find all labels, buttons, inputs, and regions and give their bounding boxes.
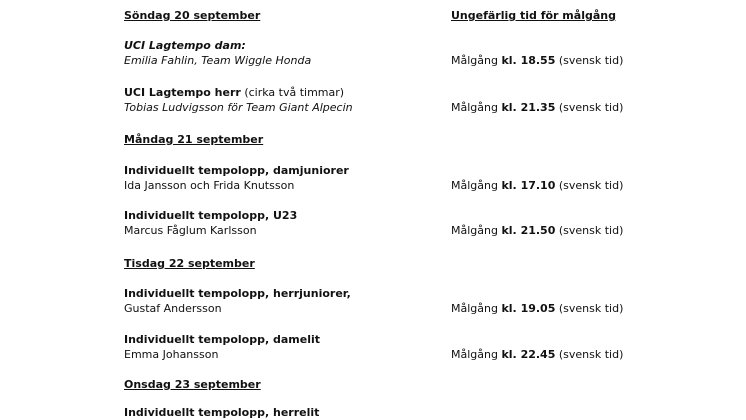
finish-prefix: Målgång xyxy=(451,179,502,192)
event-title-ttt-women: UCI Lagtempo dam: xyxy=(124,39,246,52)
rider-ttt-men: Tobias Ludvigsson för Team Giant Alpecin xyxy=(124,101,353,114)
finish-time-ttt-men xyxy=(451,100,623,115)
rider-ttt-women: Emilia Fahlin, Team Wiggle Honda xyxy=(124,54,312,67)
finish-time-itt-u23 xyxy=(451,223,623,238)
finish-prefix: Målgång xyxy=(451,348,502,361)
finish-time-value: kl. 21.50 xyxy=(501,224,556,237)
finish-time-value: kl. 22.45 xyxy=(501,348,556,361)
finish-suffix: (svensk tid) xyxy=(555,179,624,192)
finish-time-ttt-women xyxy=(451,53,623,68)
finish-time-itt-junior-women xyxy=(451,178,623,193)
rider-itt-elite-women: Emma Johansson xyxy=(124,348,219,361)
day-heading-wednesday: Onsdag 23 september xyxy=(124,378,261,391)
finish-suffix: (svensk tid) xyxy=(555,224,624,237)
event-title-itt-junior-women: Individuellt tempolopp, damjuniorer xyxy=(124,164,349,177)
finish-prefix: Målgång xyxy=(451,224,502,237)
event-title-itt-elite-men: Individuellt tempolopp, herrelit xyxy=(124,406,320,419)
rider-itt-u23: Marcus Fåglum Karlsson xyxy=(124,224,257,237)
finish-prefix: Målgång xyxy=(451,302,502,315)
day-heading-monday: Måndag 21 september xyxy=(124,133,264,146)
finish-time-value: kl. 19.05 xyxy=(501,302,556,315)
finish-suffix: (svensk tid) xyxy=(555,54,624,67)
event-title-itt-junior-men: Individuellt tempolopp, herrjuniorer, xyxy=(124,287,351,300)
finish-suffix: (svensk tid) xyxy=(555,101,624,114)
rider-itt-junior-women: Ida Jansson och Frida Knutsson xyxy=(124,179,295,192)
finish-suffix: (svensk tid) xyxy=(555,348,624,361)
rider-itt-junior-men: Gustaf Andersson xyxy=(124,302,222,315)
event-title-itt-elite-women: Individuellt tempolopp, damelit xyxy=(124,333,321,346)
event-title-text: UCI Lagtempo herr xyxy=(124,86,241,99)
finish-prefix: Målgång xyxy=(451,54,502,67)
day-heading-tuesday: Tisdag 22 september xyxy=(124,257,255,270)
finish-suffix: (svensk tid) xyxy=(555,302,624,315)
finish-time-value: kl. 18.55 xyxy=(501,54,556,67)
event-title-ttt-men xyxy=(124,85,344,100)
finish-time-value: kl. 21.35 xyxy=(501,101,556,114)
finish-time-itt-junior-men xyxy=(451,301,623,316)
finish-time-itt-elite-women xyxy=(451,347,623,362)
day-heading-sunday: Söndag 20 september xyxy=(124,9,261,22)
finish-time-value: kl. 17.10 xyxy=(501,179,556,192)
column-heading-finish-time: Ungefärlig tid för målgång xyxy=(451,9,616,22)
event-title-itt-u23: Individuellt tempolopp, U23 xyxy=(124,209,298,222)
finish-prefix: Målgång xyxy=(451,101,502,114)
event-note: (cirka två timmar) xyxy=(240,86,345,99)
